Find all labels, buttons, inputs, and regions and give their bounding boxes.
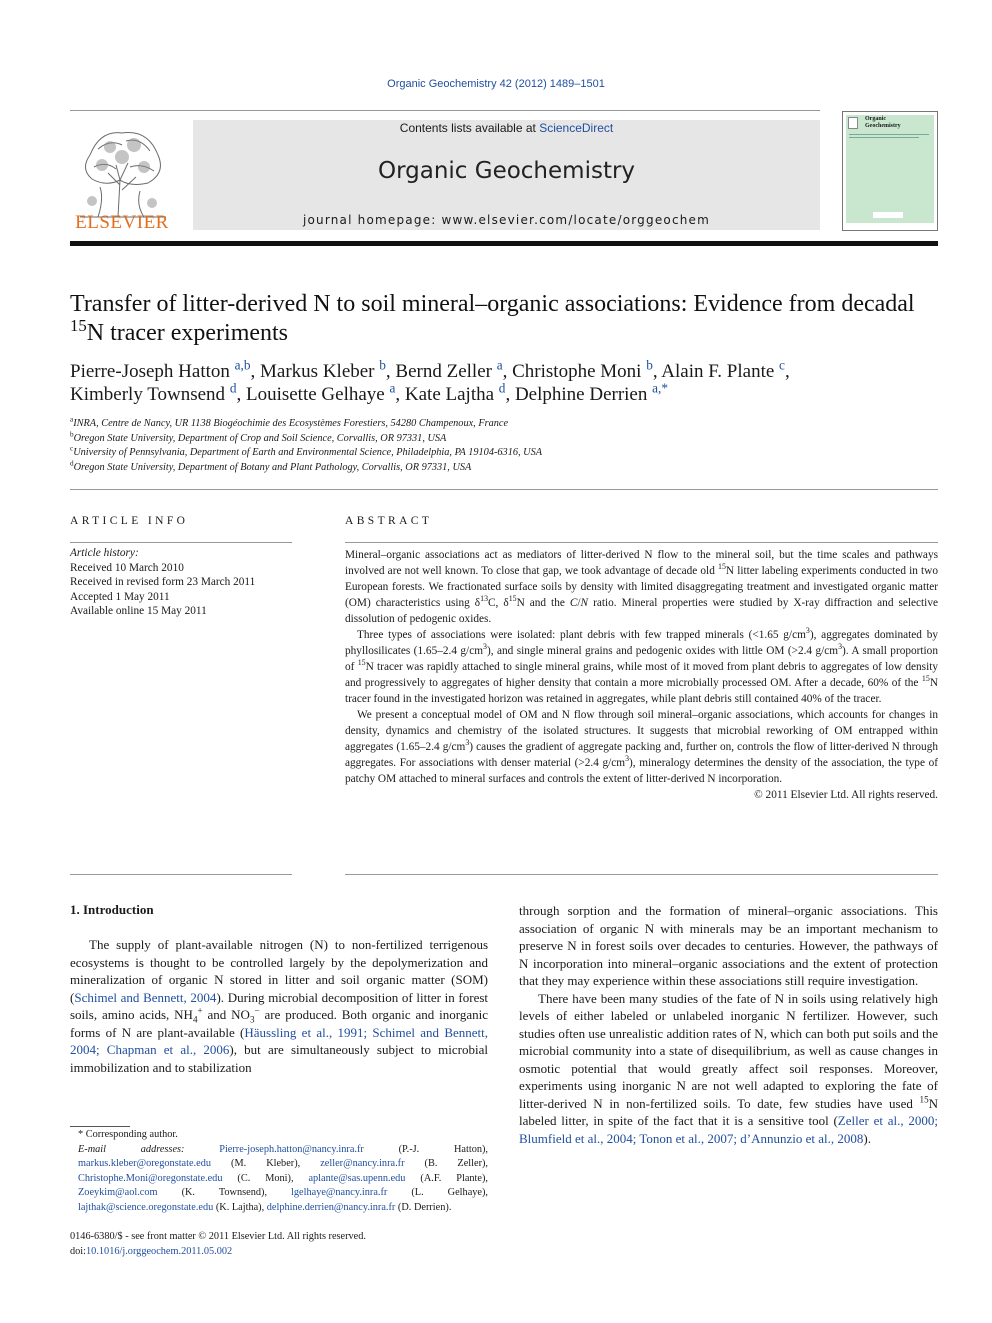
author-derrien[interactable]: Delphine Derrien $^{a,*}$ <box>514 380 669 405</box>
abstract-heading: ABSTRACT <box>345 515 433 527</box>
history-item: Received 10 March 2010 <box>70 561 184 574</box>
citation-link[interactable]: Häussling et al., 1991; Schimel and Bennett, 2004; Chapman et al., 2006 <box>70 1024 489 1057</box>
author-zeller[interactable]: Bernd Zeller $^a$, <box>395 357 513 382</box>
journal-citation[interactable]: Organic Geochemistry 42 (2012) 1489–1501 <box>387 78 605 90</box>
affiliation-item: $^a$INRA, Centre de Nancy, UR 1138 Biogéochimie des Ecosystèmes Forestiers, 54280 Champenoux, France <box>70 415 509 429</box>
body-paragraph: There have been many studies of the fate of N in soils using relatively high levels of either labeled or unlabeled inorganic N fertilizer. However, such studies often use unrealistic addition rates of N, which can both put soils and the microbial community into a state of disequilibrium, as well as cause changes in osmotic potential that would greatly affect soil responses. Moreover, experiments using inorganic N are not well adapted to exploring the fate of litter-derived N in non-fertilized soils. To date, few studies have used $^{15}$N labeled litter, in spite of the fact that it is a sensitive tool (Zeller et al., 2000; Blumfield et al., 2004; Tonon et al., 2007; d’Annunzio et al., 2008). <box>519 990 938 1146</box>
body-paragraph: The supply of plant-available nitrogen (N) to non-fertilized terrigenous ecosystems is thought to be controlled largely by the depolymerization and mineralization of organic N stored in litter and soil organic matter (SOM) (Schimel and Bennett, 2004). During microbial decomposition of litter in forest soils, amino acids, $NH_4^+$ and $NO_3^-$ are produced. Both organic and inorganic forms of N are plant-available (Häussling et al., 1991; Schimel and Bennett, 2004; Chapman et al., 2006), but are simultaneously subject to microbial immobilization and to stabilization <box>70 937 489 1075</box>
history-item: Accepted 1 May 2011 <box>70 590 170 603</box>
article-history: Article history: Received 10 March 2010 Received in revised form 23 March 2011 Accepted 1 May 2011 Available online 15 May 2011 <box>70 546 292 619</box>
copyright-notice: © 2011 Elsevier Ltd. All rights reserved. <box>754 789 938 801</box>
email-link[interactable]: lgelhaye@nancy.inra.fr <box>291 1187 388 1198</box>
email-link[interactable]: zeller@nancy.inra.fr <box>320 1158 405 1169</box>
article-title: Transfer of litter-derived N to soil mineral–organic associations: Evidence from decadal $^{15}$N tracer experiments <box>70 291 915 346</box>
sciencedirect-link[interactable]: ScienceDirect <box>539 121 614 135</box>
email-link[interactable]: Pierre-joseph.hatton@nancy.inra.fr <box>219 1143 364 1155</box>
email-link[interactable]: aplante@sas.upenn.edu <box>308 1172 406 1184</box>
header-rule <box>70 110 820 111</box>
homepage-link[interactable]: www.elsevier.com/locate/orggeochem <box>441 213 711 227</box>
abstract-rule <box>345 874 938 875</box>
author-lajtha[interactable]: Kate Lajtha $^d$, <box>404 380 515 405</box>
email-link[interactable]: Christophe.Moni@oregonstate.edu <box>78 1172 223 1184</box>
journal-cover-thumbnail: Organic Geochemistry <box>842 111 938 231</box>
abstract-paragraph: Three types of associations were isolated: plant debris with few trapped minerals (<1.65 $g/cm^3$), aggregates dominated by phyllosilicates (1.65–2.4 $g/cm^3$), and single mineral grains and pedogenic oxides with little OM (>2.4 $g/cm^3$). A small proportion of $^{15}$N tracer was rapidly attached to single mineral grains, while most of it moved from plant debris to aggregates of low density and progressively to aggregates of higher density that contain a more microbially processed OM. After a decade, 60% of the $^{15}$N tracer found in the investigated horizon was retained in aggregates, while plant debris still contained 40% of the tracer. <box>345 626 938 705</box>
journal-homepage: journal homepage: www.elsevier.com/locate/orggeochem <box>302 213 711 227</box>
author-moni[interactable]: Christophe Moni $^b$, <box>512 357 662 382</box>
journal-title: Organic Geochemistry <box>377 158 636 184</box>
affiliation-list <box>70 417 940 475</box>
abstract-paragraph: We present a conceptual model of OM and N flow through soil mineral–organic associations, which accounts for changes in density, dynamics and chemistry of the isolated structures. It suggests that microbial reworking of OM entrapped within aggregates (1.65–2.4 $g/cm^3$) causes the gradient of aggregate packing and, further on, controls the flow of litter-derived N through aggregates. For associations with denser material (>2.4 $g/cm^3$), mineralogy determines the density of the association, the type of patchy OM attached to mineral surfaces and controls the extent of litter-derived N incorporation. <box>345 709 938 785</box>
body-paragraph: through sorption and the formation of mineral–organic associations. This association of organic N with minerals may be an important mechanism to preserve N in forest soils over decades to centuries. However, the pathways of N incorporation into mineral–organic associations and the extent of protection that they may experience within these associations still require investigation. <box>519 903 938 988</box>
author-kleber[interactable]: Markus Kleber $^b$, <box>260 357 396 382</box>
section-heading-introduction: 1. Introduction <box>70 902 154 917</box>
article-info-rule <box>70 874 292 875</box>
article-info-heading: ARTICLE INFO <box>70 515 189 527</box>
email-link[interactable]: Zoeykim@aol.com <box>78 1187 158 1198</box>
citation-link[interactable]: Zeller et al., 2000; Blumfield et al., 2004; Tonon et al., 2007; d’Annunzio et al., 2008 <box>519 1113 938 1146</box>
doi-link[interactable]: 10.1016/j.orggeochem.2011.05.002 <box>86 1245 233 1257</box>
header-thick-rule <box>70 241 938 246</box>
affiliation-item: $^c$University of Pennsylvania, Department of Earth and Environmental Science, Philadelphia, PA 19104-6316, USA <box>70 444 543 458</box>
author-list <box>70 357 940 406</box>
email-link[interactable]: lajthak@science.oregonstate.edu <box>78 1201 214 1213</box>
email-link[interactable]: delphine.derrien@nancy.inra.fr <box>266 1201 396 1213</box>
author-plante[interactable]: Alain F. Plante $^c$, <box>661 357 790 382</box>
contents-line: Contents lists available at ScienceDirect <box>399 121 614 135</box>
abstract-rule <box>345 542 938 543</box>
body-column-right <box>519 902 938 1147</box>
email-link[interactable]: markus.kleber@oregonstate.edu <box>78 1158 211 1169</box>
body-column-left <box>70 936 488 1076</box>
affiliation-item: $^d$Oregon State University, Department of Botany and Plant Pathology, Corvallis, OR 97331, USA <box>70 459 472 473</box>
history-item: Received in revised form 23 March 2011 <box>70 576 256 588</box>
author-townsend[interactable]: Kimberly Townsend $^d$, <box>70 380 246 405</box>
history-item: Available online 15 May 2011 <box>70 605 207 617</box>
abstract-body <box>345 547 938 803</box>
citation-link[interactable]: Schimel and Bennett, 2004 <box>74 989 217 1005</box>
footnote-rule <box>70 1126 130 1127</box>
article-info-rule <box>70 542 292 543</box>
section-rule <box>70 489 938 490</box>
abstract-paragraph: Mineral–organic associations act as mediators of litter-derived N flow to the mineral soil, but the time scales and pathways involved are not well known. To close that gap, we took advantage of decade old $^{15}$N litter labeling experiments conducted in two European forests. We fractionated surface soils by density with limited disaggregating treatment and investigated organic matter (OM) characteristics using $\delta^{13}C$, $\delta^{15}N$ and the C/N ratio. Mineral properties were studied by X-ray diffraction and selective dissolution of pedogenic oxides. <box>345 549 938 625</box>
footnotes: * Corresponding author. E-mail addresses: Pierre-joseph.hatton@nancy.inra.fr (P.-J. Hatton), markus.kleber@oregonstate.edu (M. Kleber), zeller@nancy.inra.fr (B. Zeller), Christophe.Moni@oregonstate.edu (C. Moni), aplante@sas.upenn.edu (A.F. Plante), Zoeykim@aol.com (K. Townsend), lgelhaye@nancy.inra.fr (L. Gelhaye), lajthak@science.oregonstate.edu (K. Lajtha), delphine.derrien@nancy.inra.fr (D. Derrien). <box>78 1129 489 1213</box>
author-hatton[interactable]: Pierre-Joseph Hatton $^{a,b}$, <box>70 357 261 382</box>
page-footer: 0146-6380/$ - see front matter © 2011 Elsevier Ltd. All rights reserved. doi:10.1016/j.orggeochem.2011.05.002 <box>70 1231 366 1257</box>
corresponding-author-star-icon[interactable]: * <box>661 380 669 396</box>
author-gelhaye[interactable]: Louisette Gelhaye $^a$, <box>245 380 405 405</box>
affiliation-item: $^b$Oregon State University, Department of Crop and Soil Science, Corvallis, OR 97331, USA <box>70 430 447 444</box>
elsevier-wordmark: ELSEVIER <box>75 212 169 233</box>
